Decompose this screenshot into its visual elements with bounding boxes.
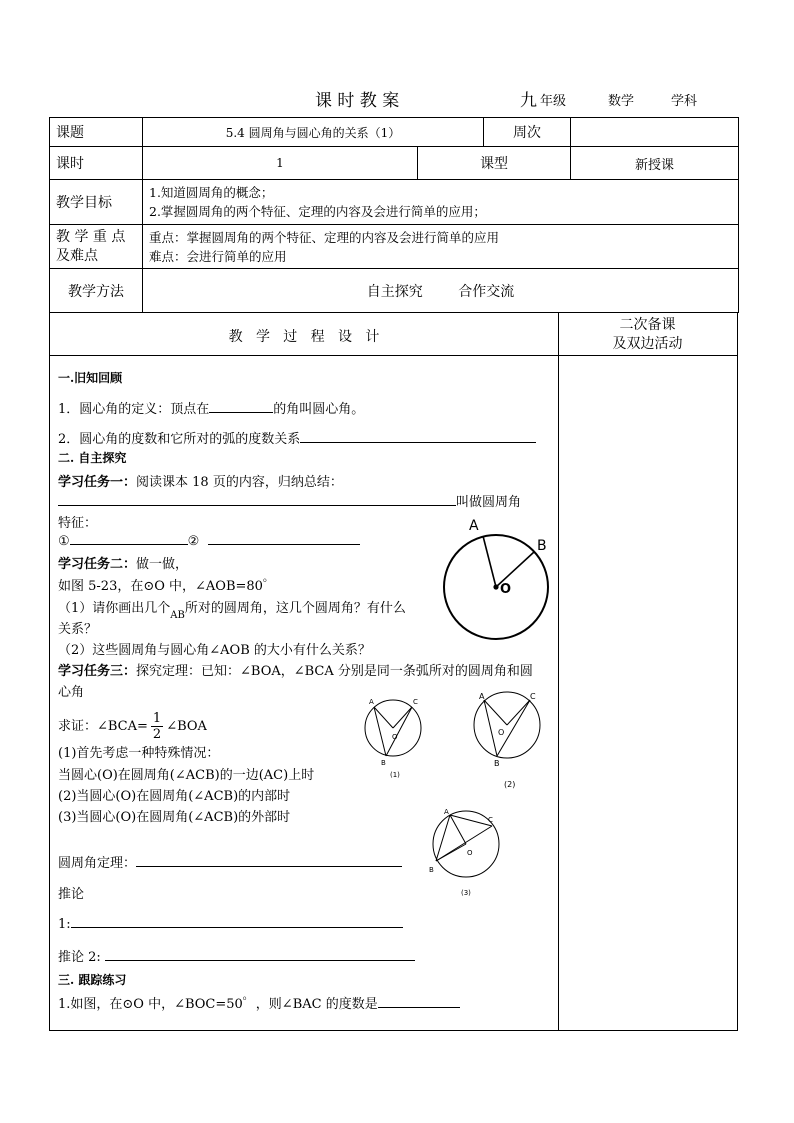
key-points-cell — [143, 225, 739, 269]
task2-q2: （2）这些圆周角与圆心角∠AOB 的大小有什么关系？ — [58, 643, 371, 658]
goals-label: 教学目标 — [50, 180, 143, 225]
point-c-label: C — [530, 692, 536, 701]
key-point: 重点：掌握圆周角的两个特征、定理的内容及会进行简单的应用 — [149, 229, 500, 245]
point-o-label: O — [392, 733, 398, 741]
point-o-label: O — [500, 582, 512, 597]
point-a-label: A — [469, 518, 479, 534]
grade-value: 九 — [520, 91, 537, 111]
point-o-label: O — [498, 728, 505, 737]
prove-statement: 求证：∠BCA= $\frac{1}{2}$ ∠BOA — [58, 711, 207, 742]
difficulty: 难点：会进行简单的应用 — [149, 248, 287, 264]
point-a-label: A — [444, 808, 449, 816]
type-value: 新授课 — [571, 147, 739, 180]
corollary-label: 推论 — [58, 887, 85, 902]
theorem-line: 圆周角定理： — [58, 852, 402, 871]
point-a-label: A — [369, 698, 374, 706]
task3: 学习任务三：探究定理：已知：∠BOA，∠BCA 分别是同一条弧所对的圆周角和圆 — [58, 664, 533, 679]
point-c-label: C — [488, 816, 493, 824]
topic-label: 课题 — [50, 118, 143, 147]
method-label: 教学方法 — [50, 269, 143, 313]
case-3: (3)当圆心(O)在圆周角(∠ACB)的外部时 — [58, 810, 291, 825]
week-value — [571, 118, 739, 147]
feature-blanks: ① ② — [58, 532, 360, 549]
week-label: 周次 — [484, 118, 571, 147]
type-label: 课型 — [418, 147, 571, 180]
grade-label: 年级 — [540, 94, 567, 109]
corollary-1-line: 1: — [58, 915, 403, 932]
case-1: 当圆心(O)在圆周角(∠ACB)的一边(AC)上时 — [58, 768, 315, 783]
review-q1: 1．圆心角的定义：顶点在 的角叫圆心角。 — [58, 402, 365, 417]
secondary-prep-title: 二次备课 及双边活动 — [612, 317, 683, 352]
point-b-label: B — [494, 759, 500, 768]
answer-blank[interactable] — [209, 400, 273, 413]
goals-cell — [143, 180, 739, 225]
answer-blank[interactable] — [136, 854, 402, 867]
section-review-title: 一.旧知回顾 — [58, 371, 123, 385]
task2-line1: 如图 5-23，在⊙O 中，∠AOB=80゜ — [58, 579, 276, 594]
fraction-one-half: $\frac{1}{2}$ — [152, 711, 162, 742]
figure-caption: (2) — [504, 780, 516, 789]
key-points-label: 教 学 重 点 及难点 — [50, 225, 143, 269]
point-c-label: C — [413, 698, 418, 706]
case-2: (2)当圆心(O)在圆周角(∠ACB)的内部时 — [58, 789, 291, 804]
feature-label: 特征： — [58, 516, 98, 531]
task2-q1-cont: 关系？ — [58, 622, 98, 637]
section-practice-title: 三. 跟踪练习 — [58, 973, 127, 987]
hours-value: 1 — [143, 147, 418, 180]
goal-1: 1.知道圆周角的概念； — [149, 185, 274, 200]
arc-ab-label: AB — [170, 610, 185, 621]
figure-case-1 — [360, 693, 430, 781]
circle-aob-figure — [436, 512, 556, 647]
point-b-label: B — [381, 759, 386, 767]
hours-label: 课时 — [50, 147, 143, 180]
answer-blank[interactable] — [70, 532, 188, 545]
process-title: 教 学 过 程 设 计 — [228, 329, 380, 345]
center-point — [493, 584, 498, 589]
figure-caption: (1) — [390, 771, 400, 779]
point-o-label: O — [467, 849, 473, 857]
goal-2: 2.掌握圆周角的两个特征、定理的内容及会进行简单的应用； — [149, 204, 486, 219]
task2-q1: （1）请你画出几个$_{AB}$所对的圆周角，这几个圆周角？有什么 — [58, 601, 406, 621]
lesson-info-table — [49, 117, 739, 313]
method-value: 自主探究 合作交流 — [143, 269, 739, 313]
answer-blank[interactable] — [300, 430, 536, 443]
answer-blank[interactable] — [208, 532, 360, 545]
answer-blank[interactable] — [58, 493, 456, 506]
radius-oa — [483, 536, 496, 587]
answer-blank[interactable] — [71, 915, 403, 928]
task1-blank-line: 叫做圆周角 — [58, 491, 521, 510]
lesson-plan-title: 课 时 教 案 — [315, 91, 400, 111]
figure-case-2 — [467, 688, 555, 792]
figure-caption: (3) — [461, 889, 471, 897]
topic-value: 5.4 圆周角与圆心角的关系（1） — [143, 118, 484, 147]
case-intro: (1)首先考虑一种特殊情况： — [58, 746, 220, 761]
point-b-label: B — [429, 866, 434, 874]
subject-value: 数学 — [608, 94, 635, 109]
figure-case-3 — [424, 806, 510, 902]
subject-label: 学科 — [671, 94, 698, 109]
task2: 学习任务二：做一做， — [58, 557, 189, 572]
corollary-2-line: 推论 2: — [58, 946, 415, 965]
task1: 学习任务一：阅读课本 18 页的内容，归纳总结： — [58, 475, 343, 490]
answer-blank[interactable] — [378, 995, 460, 1008]
review-q2: 2．圆心角的度数和它所对的弧的度数关系 — [58, 428, 536, 447]
answer-blank[interactable] — [105, 948, 415, 961]
task3-cont: 心角 — [58, 685, 85, 700]
point-b-label: B — [537, 538, 547, 554]
point-a-label: A — [479, 692, 485, 701]
section-explore-title: 二. 自主探究 — [58, 451, 127, 465]
practice-q1: 1.如图，在⊙O 中，∠BOC=50゜，则∠BAC 的度数是 — [58, 993, 460, 1012]
